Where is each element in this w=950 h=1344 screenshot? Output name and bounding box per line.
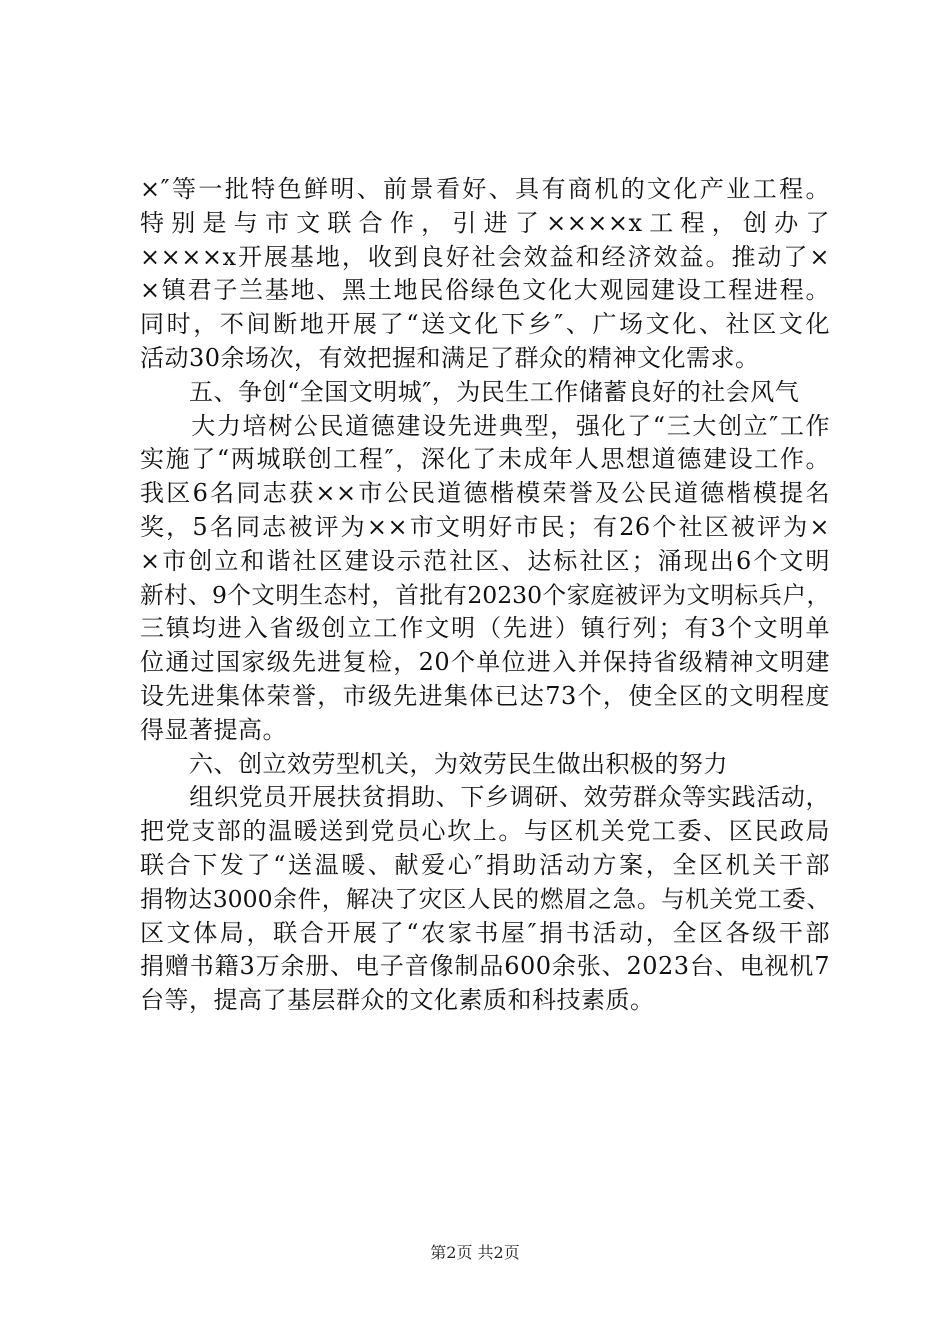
text-line: ×镇君子兰基地、黑土地民俗绿色文化大观园建设工程进程。 (140, 276, 830, 305)
text-line: 台等，提高了基层群众的文化素质和科技素质。 (140, 986, 655, 1015)
page-number-footer: 第2页 共2页 (430, 1243, 520, 1262)
text-line: 组织党员开展扶贫捐助、下乡调研、效劳群众等实践活动， (140, 783, 830, 812)
text-line: 三镇均进入省级创立工作文明（先进）镇行列；有3个文明单 (140, 614, 830, 643)
text-line: ××××x开展基地，收到良好社会效益和经济效益。推动了× (140, 242, 830, 271)
text-line: 奖，5名同志被评为××市文明好市民；有26个社区被评为× (140, 512, 830, 541)
text-line: 捐赠书籍3万余册、电子音像制品600余张、2023台、电视机7 (140, 952, 830, 981)
text-line: 活动30余场次，有效把握和满足了群众的精神文化需求。 (140, 343, 760, 372)
text-line: 实施了“两城联创工程″，深化了未成年人思想道德建设工作。 (140, 445, 830, 474)
text-line: 特别是与市文联合作，引进了××××x工程，创办了 (140, 208, 830, 237)
text-line: ×″等一批特色鲜明、前景看好、具有商机的文化产业工程。 (140, 175, 830, 203)
text-line: ×市创立和谐社区建设示范社区、达标社区；涌现出6个文明 (140, 546, 830, 575)
document-body (140, 173, 830, 1018)
section-heading-six: 六、创立效劳型机关，为效劳民生做出积极的努力 (140, 749, 728, 778)
text-line: 设先进集体荣誉，市级先进集体已达73个，使全区的文明程度 (140, 681, 830, 710)
text-line: 捐物达3000余件，解决了灾区人民的燃眉之急。与机关党工委、 (140, 884, 830, 913)
section-heading-five: 五、争创“全国文明城″，为民生工作储蓄良好的社会风气 (140, 377, 800, 406)
text-line: 联合下发了“送温暖、献爱心″捐助活动方案，全区机关干部 (140, 850, 830, 879)
text-line: 区文体局，联合开展了“农家书屋″捐书活动，全区各级干部 (140, 918, 830, 947)
text-line: 我区6名同志获××市公民道德楷模荣誉及公民道德楷模提名 (140, 479, 830, 508)
text-line: 得显著提高。 (140, 715, 287, 744)
text-line: 新村、9个文明生态村，首批有20230个家庭被评为文明标兵户， (140, 580, 830, 609)
text-line: 把党支部的温暖送到党员心坎上。与区机关党工委、区民政局 (140, 817, 830, 846)
text-line: 大力培树公民道德建设先进典型，强化了“三大创立″工作 (140, 411, 830, 440)
text-line: 同时，不间断地开展了“送文化下乡″、广场文化、社区文化 (140, 310, 830, 339)
text-line: 位通过国家级先进复检，20个单位进入并保持省级精神文明建 (140, 648, 830, 677)
